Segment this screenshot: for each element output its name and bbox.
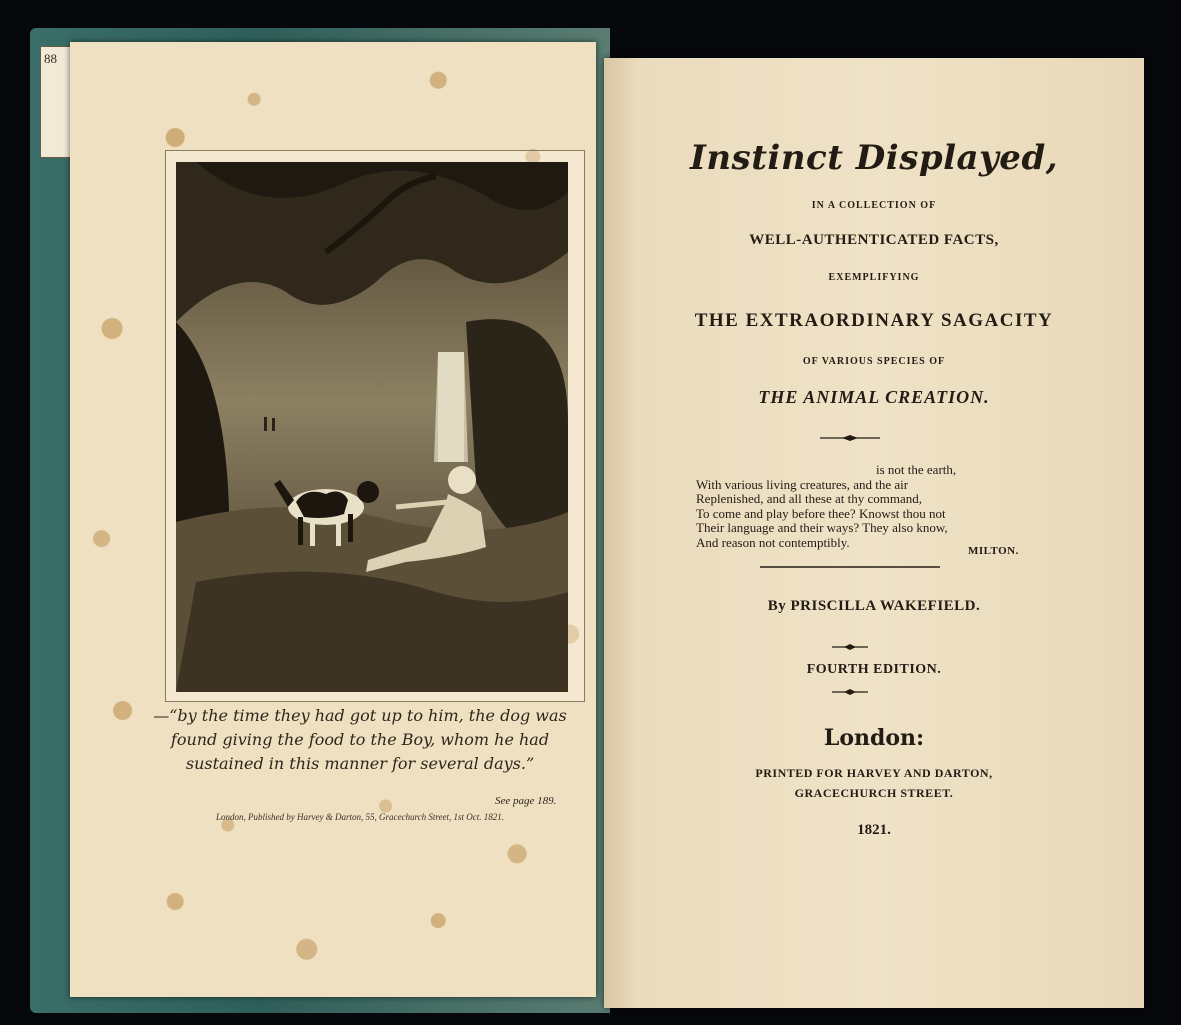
ornamental-rule [832,644,868,650]
poem-line: To come and play before thee? Knowst thou not [696,505,946,521]
poem-line: Their language and their ways? They also know, [696,520,948,535]
poem-line: And reason not contemptibly. [696,534,850,550]
epigraph-author: MILTON. [968,545,1019,557]
subtitle-line-5: OF VARIOUS SPECIES OF [802,356,946,367]
book-title: Instinct Displayed, [689,138,1059,178]
ornamental-rule [832,689,868,695]
see-page-reference: See page 189. [495,795,557,807]
author-name: By PRISCILLA WAKEFIELD. [767,598,981,614]
frontispiece-caption: —“by the time they had got up to him, the dog was found giving the food to the Boy, whom he had sustained in this manner for several days.” [153,706,567,773]
subtitle-line-6: THE ANIMAL CREATION. [758,387,990,407]
poem-line: Replenished, and all these at thy command, [696,491,922,506]
library-label [40,46,72,158]
poem-line: is not the earth, [876,462,957,477]
subtitle-line-3: EXEMPLIFYING [828,272,920,283]
subtitle-line-4: THE EXTRAORDINARY SAGACITY [694,310,1054,331]
subtitle-line-1: IN A COLLECTION OF [811,200,937,211]
printer-line-1: PRINTED FOR HARVEY AND DARTON, [755,766,993,780]
publication-year: 1821. [857,822,891,838]
publication-city: London: [823,725,925,751]
epigraph-poem [696,463,1036,550]
edition-label: FOURTH EDITION. [806,662,942,677]
ornamental-rule [820,435,880,441]
library-label-number: 88 [44,51,57,66]
engraving-illustration [176,162,568,692]
printer-line-2: GRACECHURCH STREET. [794,786,954,800]
divider-rule [760,565,940,569]
publisher-imprint: London, Published by Harvey & Darton, 55, Gracechurch Street, 1st Oct. 1821. [215,812,505,822]
poem-line: With various living creatures, and the air [696,476,909,492]
subtitle-line-2: WELL-AUTHENTICATED FACTS, [749,232,999,248]
